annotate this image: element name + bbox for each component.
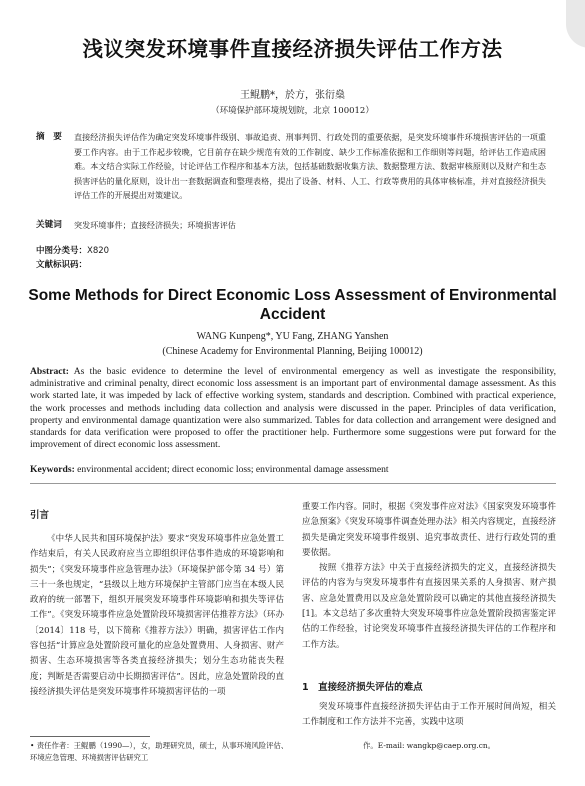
keywords-text-chinese: 突发环境事件；直接经济损失；环境损害评估 — [74, 220, 236, 230]
right-column — [302, 500, 556, 653]
document-code — [36, 258, 87, 272]
footnote-rule — [30, 736, 150, 737]
abstract-label-english: Abstract: — [30, 366, 69, 377]
intro-paragraph-3: 按照《推荐方法》中关于直接经济损失的定义，直接经济损失评估的内容为与突发环境事件有直接因果关系的人身损害、财产损害、应急处置费用以及应急处置阶段可以确定的其他直接经济损失 [1]。本文总结了多次重特大突发环境事件应急处置阶段损害鉴定评估的工作经验，讨论突发环境事件直接经济损失评估的工作程序和工作方法。 — [302, 563, 556, 650]
clc-label: 中图分类号： — [36, 246, 88, 256]
keywords-label-english: Keywords: — [30, 464, 75, 475]
authors-chinese: 王鲲鹏*，於方，张衍燊 — [240, 90, 345, 101]
abstract-text-chinese: 直接经济损失评估作为确定突发环境事件级别、事故追责、刑事判罚、行政处罚的重要依据，是突发环境事件环境损害评估的一项重要工作内容。由于工作起步较晚，它目前存在缺少规范有效的工作制度、缺少工作标准依据和工作细则等问题，给评估工作造成困难。本文结合实际工作经验，讨论评估工作程序和基本方法，包括基础数据收集方法、数据整理方法、数据审核原则以及财产和生态损害评估的量化原则，设计出一套数据调查和整理表格，提出了设备、材料、人工、行政等费用的具体审核标准，并对直接经济损失评估工作的开展提出对策建议。 — [74, 132, 546, 200]
title-english: Some Methods for Direct Economic Loss Assessment of Environmental Accident — [28, 287, 557, 323]
section-heading-introduction: 引言 — [30, 510, 50, 521]
abstract-chinese — [36, 130, 552, 203]
footnote-author: • 责任作者：王鲲鹏（1990—），女，助理研究员，硕士，从事环境风险评估、环境应急管理、环境损害评估研究工 — [30, 741, 289, 762]
clc-number — [36, 244, 109, 258]
authors-english: WANG Kunpeng*, YU Fang, ZHANG Yanshen — [196, 331, 389, 342]
intro-paragraph-2: 重要工作内容。同时，根据《突发事件应对法》《国家突发环境事件应急预案》《突发环境事件调查处理办法》相关内容规定，直接经济损失是确定突发环境事件级别、追究事故责任、进行行政处罚的重要依据。 — [302, 502, 556, 558]
divider-rule — [30, 483, 556, 484]
keywords-text-english: environmental accident; direct economic loss; environmental damage assessment — [77, 464, 389, 475]
abstract-text-english: As the basic evidence to determine the level of environmental emergency as well as investigate the responsibility, administrative and criminal penalty, direct economic loss assessment is an important part of environmental damage assessment. As this work started late, it was impeded by lack of effective working system, standards and description. Combined with practical experience, the work processes and methods including data collection and analysis were discussed in the paper. Principles of data verification, property and environmental damage quantization were also summarized. Tables for data collection and arrangement were designed and standards for data verification were proposed to offer the practitioner help. Furthermore some suggestions were put forward for the improvement of direct economic loss assessment. — [30, 366, 556, 451]
clc-value: X820 — [87, 246, 110, 256]
doc-code-label: 文献标识码： — [36, 260, 88, 270]
section-1-paragraph-1: 突发环境事件直接经济损失评估由于工作开展时间尚短，相关工作制度和工作方法并不完善，实践中这项 — [302, 702, 556, 728]
keywords-chinese — [36, 218, 552, 233]
abstract-label-chinese: 摘 要 — [36, 132, 62, 142]
section-1-body — [302, 700, 556, 731]
affiliation-english: (Chinese Academy for Environmental Planning, Beijing 100012) — [162, 346, 423, 357]
title-chinese: 浅议突发环境事件直接经济损失评估工作方法 — [82, 37, 503, 61]
intro-paragraph-1: 《中华人民共和国环境保护法》要求“突发环境事件应急处置工作结束后，有关人民政府应当立即组织评估事件造成的环境影响和损失”；《突发环境事件应急管理办法》（环境保护部令第 34 号）第三十一条也规定，“县级以上地方环境保护主管部门应当在本级人民政府的统一部署下，组织开展突发环境事件环境影响和损失等评估工作”。《突发环境事件应急处置阶段环境损害评估推荐方法》（环办〔2014〕118 号，以下简称《推荐方法》）明确，损害评估工作内容包括“计算应急处置阶段可量化的应急处置费用、人身损害、财产损害、生态环境损害等各类直接经济损失；划分生态功能丧失程度；判断是否需要启动中长期损害评估”。因此，应急处置阶段的直接经济损失评估是突发环境事件环境损害评估的一项 — [30, 534, 284, 697]
affiliation-chinese: （环境保护部环境规划院，北京 100012） — [211, 106, 374, 116]
footnote-continuation: 作。E-mail: wangkp@caep.org.cn。 — [363, 741, 495, 750]
keywords-label-chinese: 关键词 — [36, 220, 62, 230]
keywords-english — [30, 464, 556, 475]
section-heading-1: 1 直接经济损失评估的难点 — [302, 682, 423, 693]
abstract-english — [30, 366, 556, 451]
left-column — [30, 532, 284, 700]
